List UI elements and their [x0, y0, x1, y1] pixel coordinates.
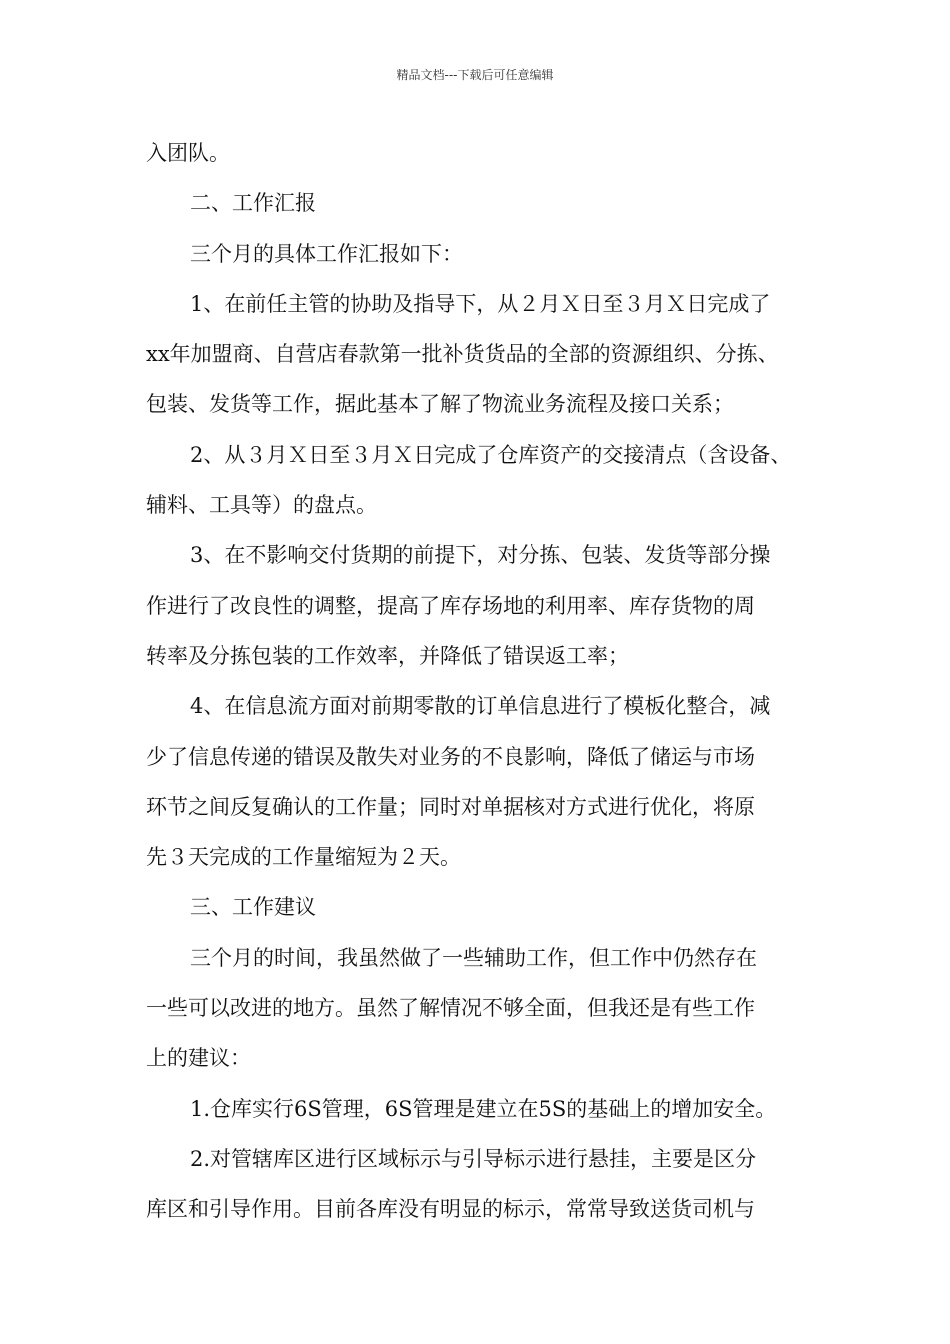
text-line: 2.对管辖库区进行区域标示与引导标示进行悬挂，主要是区分	[190, 1146, 757, 1171]
text-line: 一些可以改进的地方。虽然了解情况不够全面，但我还是有些工作	[146, 996, 755, 1021]
text-line: 二、工作汇报	[190, 191, 316, 216]
text-line: 辅料、工具等）的盘点。	[146, 493, 377, 518]
text-line: 包装、发货等工作，据此基本了解了物流业务流程及接口关系；	[146, 392, 734, 417]
text-line: xx年加盟商、自营店春款第一批补货货品的全部的资源组织、分拣、	[146, 342, 779, 367]
text-line: 作进行了改良性的调整，提高了库存场地的利用率、库存货物的周	[146, 593, 755, 618]
text-line: 库区和引导作用。目前各库没有明显的标示，常常导致送货司机与	[146, 1197, 755, 1222]
text-line: 三、工作建议	[190, 895, 316, 920]
document-body	[146, 128, 816, 1235]
text-line: 4、在信息流方面对前期零散的订单信息进行了模板化整合，减	[190, 694, 771, 719]
page-header: 精品文档---下载后可任意编辑	[396, 68, 554, 82]
text-line: 环节之间反复确认的工作量；同时对单据核对方式进行优化，将原	[146, 794, 755, 819]
text-line: 上的建议：	[146, 1046, 251, 1071]
text-line: 三个月的时间，我虽然做了一些辅助工作，但工作中仍然存在	[190, 945, 757, 970]
text-line: 先３天完成的工作量缩短为２天。	[146, 845, 461, 870]
text-line: 转率及分拣包装的工作效率，并降低了错误返工率；	[146, 643, 629, 668]
text-line: 3、在不影响交付货期的前提下，对分拣、包装、发货等部分操	[190, 543, 771, 568]
text-line: 少了信息传递的错误及散失对业务的不良影响，降低了储运与市场	[146, 744, 755, 769]
text-line: 2、从３月Ｘ日至３月Ｘ日完成了仓库资产的交接清点（含设备、	[190, 442, 792, 467]
text-line: 三个月的具体工作汇报如下：	[190, 241, 463, 266]
text-line: 1.仓库实行6S管理，6S管理是建立在5S的基础上的增加安全。	[190, 1096, 777, 1121]
text-line: 1、在前任主管的协助及指导下，从２月Ｘ日至３月Ｘ日完成了	[190, 291, 771, 316]
text-line: 入团队。	[146, 141, 230, 165]
